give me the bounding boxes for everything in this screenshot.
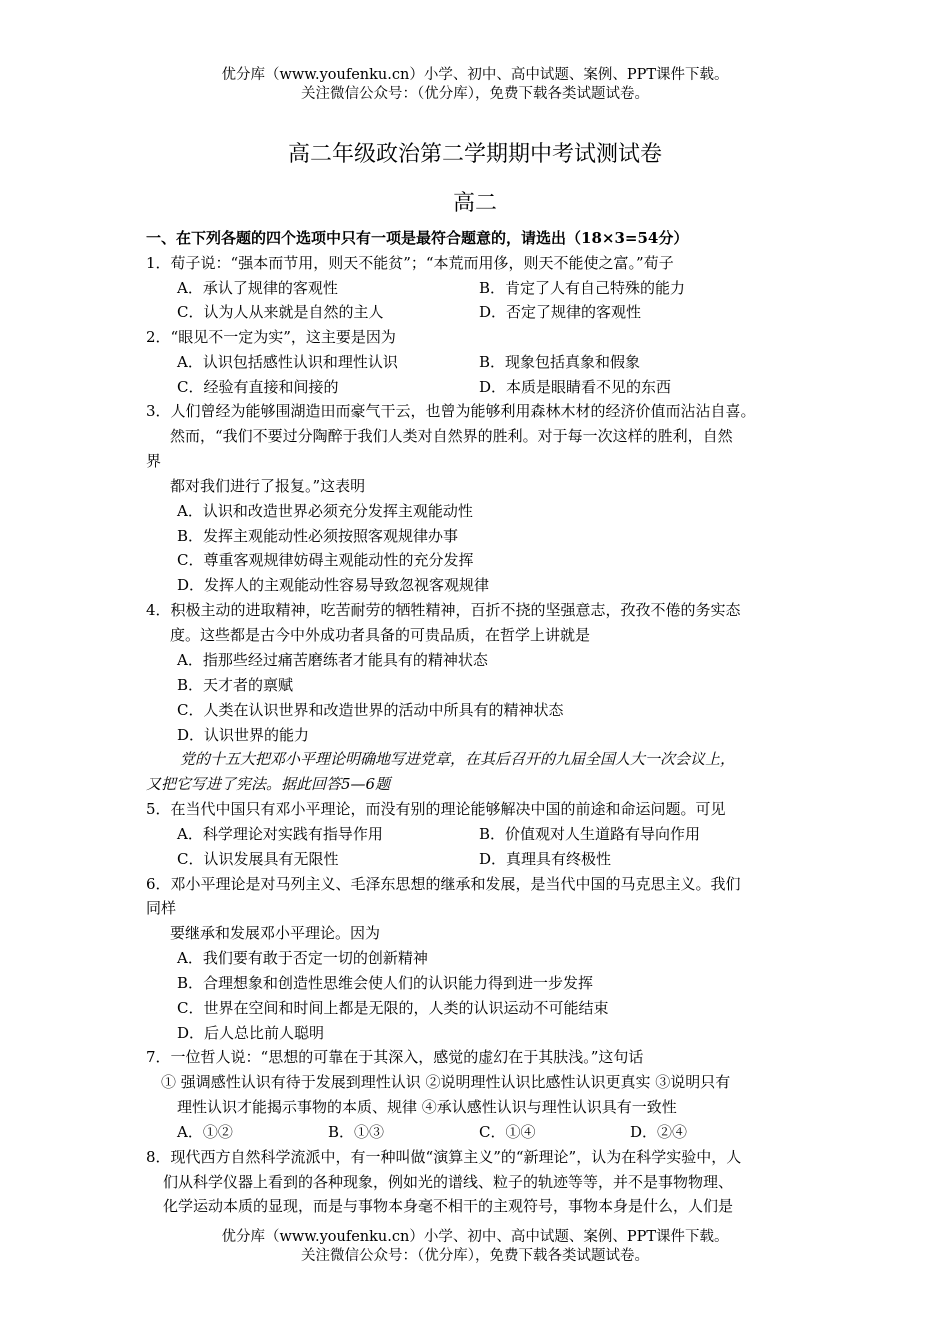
material-line-2: 又把它写进了宪法。据此回答5—6题: [146, 775, 391, 793]
question-3-stem-line-4: 都对我们进行了报复。”这表明: [170, 477, 366, 495]
question-6-option-b: B．合理想象和创造性思维会使人们的认识能力得到进一步发挥: [177, 974, 594, 992]
question-6-stem-line-1: 6．邓小平理论是对马列主义、毛泽东思想的继承和发展，是当代中国的马克思主义。我们: [146, 875, 741, 893]
question-5-stem: 5．在当代中国只有邓小平理论，而没有别的理论能够解决中国的前途和命运问题。可见: [146, 800, 726, 818]
question-1-option-d: D．否定了规律的客观性: [479, 303, 642, 321]
question-5-option-d: D．真理具有终极性: [479, 850, 612, 868]
question-5-option-b: B．价值观对人生道路有导向作用: [479, 825, 701, 843]
question-3-option-b: B．发挥主观能动性必须按照客观规律办事: [177, 527, 459, 545]
question-7-stem: 7．一位哲人说：“思想的可靠在于其深入，感觉的虚幻在于其肤浅。”这句话: [146, 1048, 644, 1066]
question-7-options-line-2: 理性认识才能揭示事物的本质、规律 ④承认感性认识与理性认识具有一致性: [177, 1098, 677, 1116]
question-4-option-b: B．天才者的禀赋: [177, 676, 294, 694]
material-line-1: 党的十五大把邓小平理论明确地写进党章，在其后召开的九届全国人大一次会议上，: [180, 750, 736, 768]
question-1-option-a: A．承认了规律的客观性: [177, 279, 338, 297]
question-4-option-a: A．指那些经过痛苦磨练者才能具有的精神状态: [177, 651, 488, 669]
footer-line-1: 优分库（www.youfenku.cn）小学、初中、高中试题、案例、PPT课件下载。: [221, 1229, 729, 1245]
question-3-stem-line-2: 然而，“我们不要过分陶醉于我们人类对自然界的胜利。对于每一次这样的胜利，自然: [170, 427, 733, 445]
question-3-option-c: C．尊重客观规律妨碍主观能动性的充分发挥: [177, 551, 474, 569]
question-4-option-c: C．人类在认识世界和改造世界的活动中所具有的精神状态: [177, 701, 564, 719]
question-6-option-d: D．后人总比前人聪明: [177, 1024, 325, 1042]
section-heading: 一、在下列各题的四个选项中只有一项是最符合题意的，请选出（18×3=54分）: [146, 229, 689, 247]
question-6-stem-line-3: 要继承和发展邓小平理论。因为: [170, 924, 381, 942]
question-8-stem-line-2: 们从科学仪器上看到的各种现象，例如光的谱线、粒子的轨迹等等，并不是事物物理、: [163, 1173, 734, 1191]
question-6-stem-line-2: 同样: [146, 899, 177, 917]
question-6-option-a: A．我们要有敢于否定一切的创新精神: [177, 949, 428, 967]
question-3-stem-line-1: 3．人们曾经为能够围湖造田而豪气干云，也曾为能够利用森林木材的经济价值而沾沾自喜。: [146, 402, 756, 420]
question-7-option-d: D．②④: [630, 1123, 688, 1141]
question-2-option-d: D．本质是眼睛看不见的东西: [479, 378, 672, 396]
question-8-stem-line-1: 8．现代西方自然科学流派中，有一种叫做“演算主义”的“新理论”，认为在科学实验中，人: [146, 1148, 742, 1166]
question-3-stem-line-3: 界: [146, 452, 162, 470]
question-7-option-a: A．①②: [177, 1123, 233, 1141]
question-1-stem: 1．荀子说：“强本而节用，则天不能贫”；“本荒而用侈，则天不能使之富。”荀子: [146, 254, 674, 272]
question-2-stem: 2．“眼见不一定为实”，这主要是因为: [146, 328, 396, 346]
question-1-option-b: B．肯定了人有自己特殊的能力: [479, 279, 686, 297]
question-1-option-c: C．认为人从来就是自然的主人: [177, 303, 384, 321]
question-6-option-c: C．世界在空间和时间上都是无限的，人类的认识运动不可能结束: [177, 999, 609, 1017]
question-4-option-d: D．认识世界的能力: [177, 726, 310, 744]
page-subtitle: 高二: [452, 191, 497, 216]
question-7-option-b: B．①③: [328, 1123, 385, 1141]
question-5-option-c: C．认识发展具有无限性: [177, 850, 339, 868]
question-3-option-a: A．认识和改造世界必须充分发挥主观能动性: [177, 502, 473, 520]
header-line-1: 优分库（www.youfenku.cn）小学、初中、高中试题、案例、PPT课件下载。: [221, 67, 729, 83]
question-3-option-d: D．发挥人的主观能动性容易导致忽视客观规律: [177, 576, 490, 594]
question-2-option-a: A．认识包括感性认识和理性认识: [177, 353, 398, 371]
question-5-option-a: A．科学理论对实践有指导作用: [177, 825, 383, 843]
question-2-option-c: C．经验有直接和间接的: [177, 378, 339, 396]
question-8-stem-line-3: 化学运动本质的显现，而是与事物本身毫不相干的主观符号，事物本身是什么，人们是: [163, 1197, 734, 1215]
header-line-2: 关注微信公众号：（优分库），免费下载各类试题试卷。: [301, 86, 649, 102]
question-7-option-c: C．①④: [479, 1123, 536, 1141]
question-4-stem-line-1: 4．积极主动的进取精神，吃苦耐劳的牺牲精神，百折不挠的坚强意志，孜孜不倦的务实态: [146, 601, 741, 619]
question-2-option-b: B．现象包括真象和假象: [479, 353, 641, 371]
question-4-stem-line-2: 度。这些都是古今中外成功者具备的可贵品质，在哲学上讲就是: [170, 626, 591, 644]
footer-line-2: 关注微信公众号：（优分库），免费下载各类试题试卷。: [301, 1248, 649, 1264]
page-title: 高二年级政治第二学期期中考试测试卷: [287, 142, 662, 167]
question-7-options-line-1: ① 强调感性认识有待于发展到理性认识 ②说明理性认识比感性认识更真实 ③说明只有: [161, 1073, 731, 1091]
